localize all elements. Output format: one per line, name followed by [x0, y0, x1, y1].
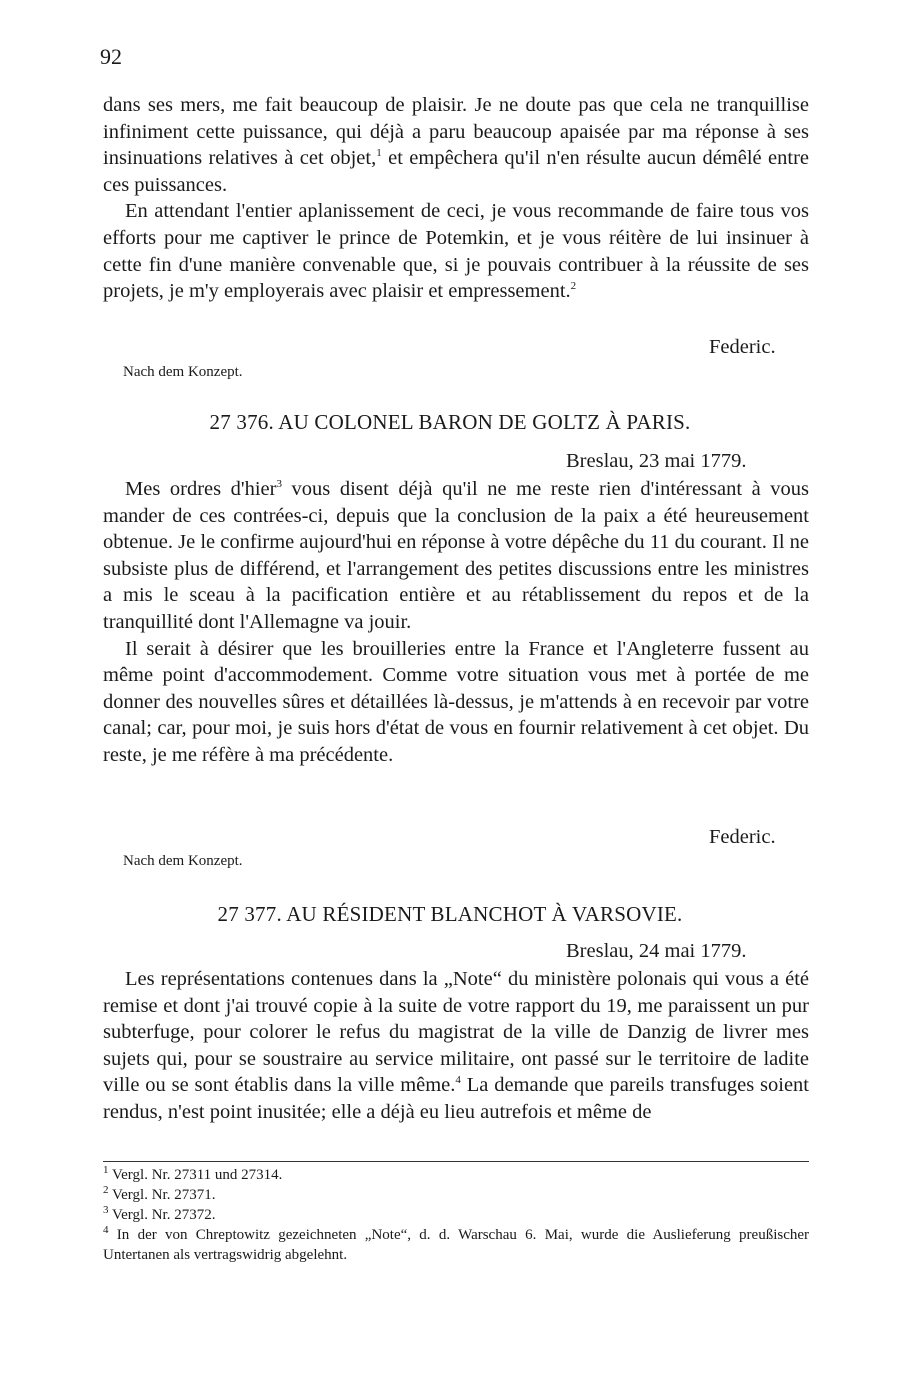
letter-heading: 27 377. AU RÉSIDENT BLANCHOT À VARSOVIE. — [217, 902, 683, 926]
footnote-ref: 3 — [276, 478, 282, 491]
paragraph-text: En attendant l'entier aplanissement de ceci, je vous recommande de faire tous vos efforts pour me captiver le prince de Potemkin, et je vous réitère de lui insinuer à cette fin d'une manière convenable que, si je pouvais contribuer à la réussite de ses projets, je m'y employerais avec plaisir et empressement. — [103, 200, 809, 303]
paragraph — [103, 476, 809, 636]
letter-heading: 27 376. AU COLONEL BARON DE GOLTZ À PARIS. — [209, 410, 691, 434]
footnote-text: In der von Chreptowitz gezeichneten „Note“, d. d. Warschau 6. Mai, wurde die Auslieferung preußischer Untertanen als vertragswidrig abgelehnt. — [103, 1227, 810, 1263]
footnote-ref: 4 — [455, 1074, 461, 1087]
footnote-mark: 4 — [103, 1224, 109, 1236]
paragraph-text: Les représentations contenues dans la „Note“ du ministère polonais qui vous a été remise et dont j'ai trouvé copie à la suite de votre rapport du 19, me paraissent un pur subterfuge, pour colorer le refus du magistrat de la ville de Danzig de livrer mes sujets qui, pour se soustraire au service militaire, ont passé sur le territoire de ladite ville ou se sont établis dans la ville même. — [103, 968, 809, 1097]
page-number: 92 — [100, 44, 122, 69]
footnote-text: Vergl. Nr. 27371. — [111, 1187, 216, 1203]
letter-continuation — [103, 92, 809, 305]
footnote-mark: 1 — [103, 1164, 109, 1176]
signature: Federic. — [709, 826, 776, 848]
footnote — [103, 1205, 809, 1225]
paragraph-text: et empêchera qu'il n'en résulte aucun démêlé entre ces puissances. — [103, 147, 810, 196]
paragraph-text: La demande que pareils transfuges soient rendus, n'est point inusitée; elle a déjà eu lieu autrefois et même de — [103, 1074, 809, 1123]
footnote-text: Vergl. Nr. 27372. — [111, 1207, 216, 1223]
letter-body — [103, 966, 809, 1126]
paragraph — [103, 92, 809, 198]
footnote — [103, 1225, 809, 1265]
paragraph-text: Mes ordres d'hier — [125, 478, 277, 500]
footnote-mark: 3 — [103, 1204, 109, 1216]
signature: Federic. — [709, 336, 776, 358]
paragraph-text: dans ses mers, me fait beaucoup de plaisir. Je ne doute pas que cela ne tranquillise infiniment cette puissance, qui déjà a paru beaucoup apaisée par ma réponse à ses insinuations relatives à cet objet, — [103, 94, 809, 170]
paragraph-text: Il serait à désirer que les brouilleries entre la France et l'Angleterre fussent au même point d'accommodement. Comme votre situation vous met à portée de me donner des nouvelles sûres et détaillées là-dessus, je m'attends à en recevoir par votre canal; car, pour moi, je suis hors d'état de vous en fournir relativement à cet objet. Du reste, je me réfère à ma précédente. — [103, 637, 809, 766]
footnote — [103, 1165, 809, 1185]
source-note: Nach dem Konzept. — [123, 364, 243, 380]
footnote-ref: 2 — [570, 280, 577, 293]
footnote — [103, 1185, 809, 1205]
footnote-divider — [103, 1161, 809, 1162]
dateline: Breslau, 23 mai 1779. — [566, 450, 747, 472]
dateline: Breslau, 24 mai 1779. — [566, 940, 747, 962]
letter-body — [103, 476, 809, 769]
source-note: Nach dem Konzept. — [123, 853, 243, 869]
footnote-text: Vergl. Nr. 27311 und 27314. — [111, 1167, 283, 1183]
paragraph — [103, 966, 809, 1126]
paragraph-text: vous disent déjà qu'il ne me reste rien d'intéressant à vous mander de ces contrées-ci, depuis que la conclusion de la paix a été heureusement obtenue. Je le confirme aujourd'hui en réponse à votre dépêche du 11 du courant. Il ne subsiste plus de différend, et l'arrangement des petites discussions entre les ministres a mis le sceau à la pacification entière et au rétablissement du repos et de la tranquillité dont l'Allemagne va jouir. — [103, 478, 809, 633]
paragraph — [103, 198, 809, 304]
footnote-ref: 1 — [376, 147, 382, 160]
paragraph — [103, 636, 809, 769]
footnote-mark: 2 — [103, 1184, 109, 1196]
footnotes — [103, 1165, 809, 1265]
